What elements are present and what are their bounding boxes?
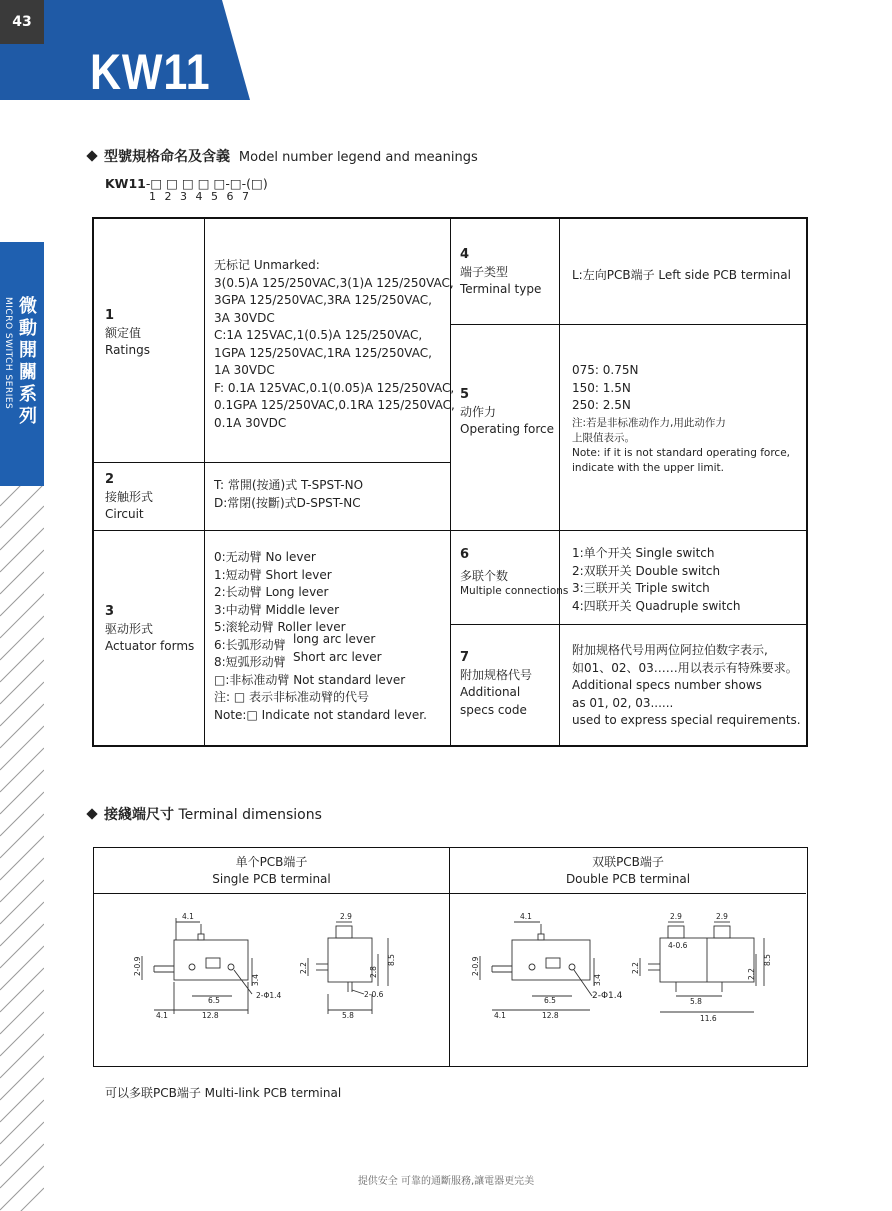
svg-text:4.1: 4.1 — [520, 912, 532, 921]
model-title: KW11 — [90, 44, 211, 100]
model-code-format: KW11-□ □ □ □ □-□-(□) — [105, 176, 268, 191]
svg-text:12.8: 12.8 — [202, 1011, 219, 1020]
spec-table — [92, 217, 808, 747]
svg-text:2.9: 2.9 — [716, 912, 728, 921]
terminal-section-title: 接綫端尺寸 Terminal dimensions — [86, 804, 322, 824]
ratings-values: 无标记 Unmarked: 3(0.5)A 125/250VAC,3(1)A 125/250VAC, 3GPA 125/250VAC,3RA 125/250VAC, 3A 30VDC C:1A 125VAC,1(0.5)A 125/250VAC, 1GPA 125/250VAC,1RA 125/250VAC, 1A 30VDC F: 0.1A 125VAC,0.1(0.05)A 125/250VAC, 0.1GPA 125/250VAC,0.1RA 125/250VAC, 0.1A 30VDC — [214, 258, 455, 430]
svg-text:2-0.6: 2-0.6 — [364, 990, 384, 999]
actuator-short-arc-en: Short arc lever — [293, 650, 382, 664]
operating-force-values: 075: 0.75N 150: 1.5N 250: 2.5N 注:若是非标准动作力,用此动作力 上限值表示。 Note: if it is not standard operating force, indicate with the upper limit. — [572, 363, 790, 474]
multiple-connections-label: 6 多联个数 Multiple connections — [460, 547, 569, 597]
additional-specs-values: 附加规格代号用两位阿拉伯数字表示, 如01、02、03……用以表示有特殊要求。 Additional specs number shows as 01, 02, 03...... used to express special requirements. — [572, 643, 801, 727]
svg-text:6.5: 6.5 — [544, 996, 556, 1005]
svg-text:5.8: 5.8 — [342, 1011, 354, 1020]
side-category-tab — [0, 242, 44, 486]
actuator-values: 0:无动臂 No lever 1:短动臂 Short lever 2:长动臂 Long lever 3:中动臂 Middle lever 5:滚轮动臂 Roller lever 6:长弧形动臂 8:短弧形动臂 □:非标准动臂 Not standard lever 注: □ 表示非标准动臂的代号 Note:□ Indicate not standard lever. — [214, 550, 427, 722]
svg-text:11.6: 11.6 — [700, 1014, 717, 1023]
svg-text:8.5: 8.5 — [763, 954, 772, 966]
svg-text:2.8: 2.8 — [369, 966, 378, 978]
terminal-dimensions-table — [93, 847, 808, 1067]
svg-text:3.4: 3.4 — [251, 974, 260, 986]
svg-text:2.2: 2.2 — [631, 962, 640, 974]
svg-text:2-0.9: 2-0.9 — [133, 956, 142, 976]
svg-text:4.1: 4.1 — [494, 1011, 506, 1020]
svg-text:2-0.9: 2-0.9 — [471, 956, 480, 976]
svg-text:6.5: 6.5 — [208, 996, 220, 1005]
svg-text:3.4: 3.4 — [593, 974, 602, 986]
operating-force-label: 5 动作力 Operating force — [460, 387, 555, 436]
circuit-values: T: 常開(按通)式 T-SPST-NO D:常閉(按斷)式D-SPST-NC — [214, 478, 364, 510]
svg-text:4.1: 4.1 — [182, 912, 194, 921]
svg-text:5.8: 5.8 — [690, 997, 702, 1006]
diamond-bullet-icon — [86, 150, 97, 161]
svg-text:2-Φ1.4: 2-Φ1.4 — [592, 991, 623, 1001]
svg-text:4-0.6: 4-0.6 — [668, 941, 688, 950]
side-tab-english: MICRO SWITCH SERIES — [3, 297, 13, 410]
model-code-position-numbers: 1 2 3 4 5 6 7 — [149, 190, 250, 203]
svg-text:2-Φ1.4: 2-Φ1.4 — [256, 991, 282, 1000]
legend-section-title: 型號規格命名及含義 Model number legend and meanings — [86, 146, 478, 166]
svg-text:2.2: 2.2 — [299, 962, 308, 974]
page-number: 43 — [0, 0, 44, 44]
side-hatch-pattern — [0, 486, 44, 1211]
side-tab-chinese: 微 動 開 關 系 列 — [19, 296, 37, 427]
single-pcb-header: 单个PCB端子 Single PCB terminal — [212, 855, 331, 886]
svg-text:12.8: 12.8 — [542, 1011, 559, 1020]
additional-specs-label: 7 附加规格代号 Additional specs code — [460, 650, 533, 717]
svg-text:8.5: 8.5 — [387, 954, 396, 966]
multilink-note: 可以多联PCB端子 Multi-link PCB terminal — [105, 1086, 342, 1100]
svg-text:2.9: 2.9 — [340, 912, 352, 921]
actuator-long-arc-en: long arc lever — [293, 632, 376, 646]
terminal-type-value: L:左向PCB端子 Left side PCB terminal — [572, 268, 791, 282]
single-pcb-drawing — [94, 894, 448, 1066]
svg-text:2.9: 2.9 — [670, 912, 682, 921]
ratings-label: 1 额定值 Ratings — [105, 308, 150, 357]
double-pcb-header: 双联PCB端子 Double PCB terminal — [565, 855, 691, 886]
diamond-bullet-icon — [86, 808, 97, 819]
svg-text:2.2: 2.2 — [747, 968, 756, 980]
terminal-type-label: 4 端子类型 Terminal type — [460, 247, 542, 296]
double-pcb-drawing — [450, 894, 806, 1066]
actuator-label: 3 驱动形式 Actuator forms — [105, 604, 195, 653]
svg-text:4.1: 4.1 — [156, 1011, 168, 1020]
circuit-label: 2 接触形式 Circuit — [105, 472, 154, 521]
footer-slogan: 提供安全 可靠的通斷服務,讓電器更完美 — [357, 1176, 535, 1187]
multiple-connections-values: 1:单个开关 Single switch 2:双联开关 Double switch 3:三联开关 Triple switch 4:四联开关 Quadruple switch — [572, 546, 741, 613]
